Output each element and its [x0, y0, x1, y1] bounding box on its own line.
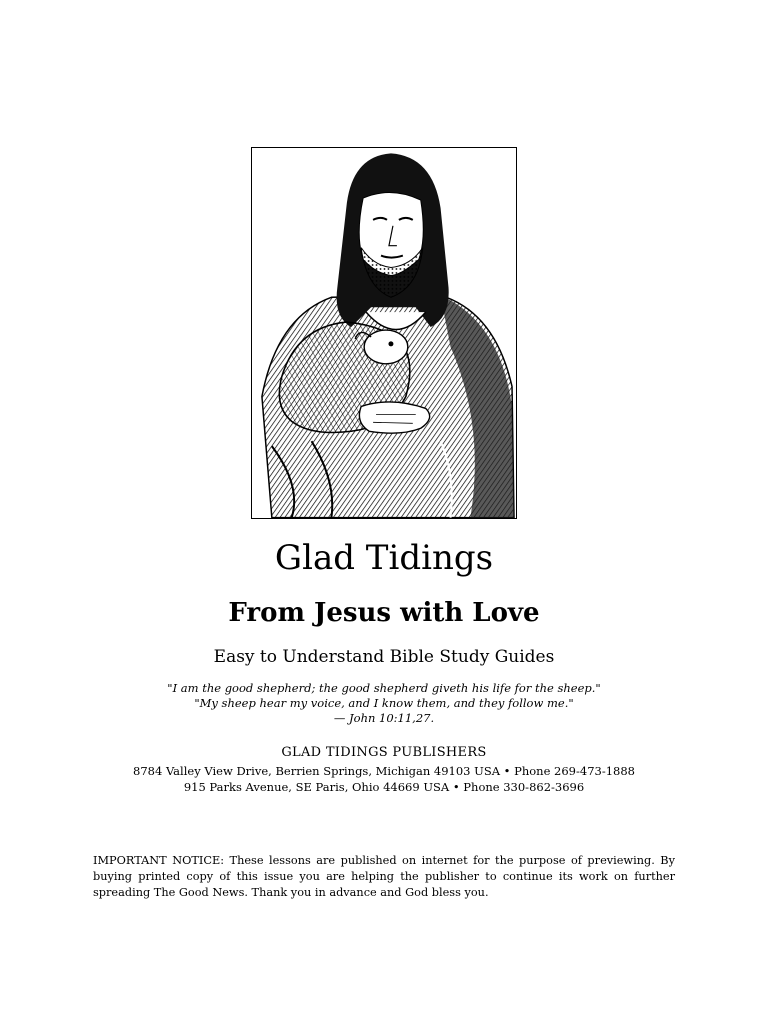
publisher-address-1: 8784 Valley View Drive, Berrien Springs, Michigan 49103 USA • Phone 269-473-1888: [133, 764, 635, 778]
important-notice: IMPORTANT NOTICE: These lessons are published on internet for the purpose of previewing. By buying printed copy of this issue you are helping the publisher to continue its work on further spreading The Good News. Thank you in advance and God bless you.: [93, 854, 675, 899]
jesus-holding-lamb-illustration: [252, 148, 516, 518]
cover-illustration: [251, 147, 517, 519]
quote-attribution: — John 10:11,27.: [333, 711, 435, 725]
publisher-name: GLAD TIDINGS PUBLISHERS: [281, 745, 487, 760]
scripture-quote: [0, 681, 768, 726]
quote-line-1: "I am the good shepherd; the good shepherd giveth his life for the sheep.": [167, 681, 601, 695]
cover-subtitle: From Jesus with Love: [228, 598, 540, 628]
cover-tagline: Easy to Understand Bible Study Guides: [213, 647, 555, 667]
cover-title: Glad Tidings: [274, 538, 494, 578]
quote-line-2: "My sheep hear my voice, and I know them, and they follow me.": [194, 696, 574, 710]
publisher-address-2: 915 Parks Avenue, SE Paris, Ohio 44669 USA • Phone 330-862-3696: [183, 780, 585, 794]
